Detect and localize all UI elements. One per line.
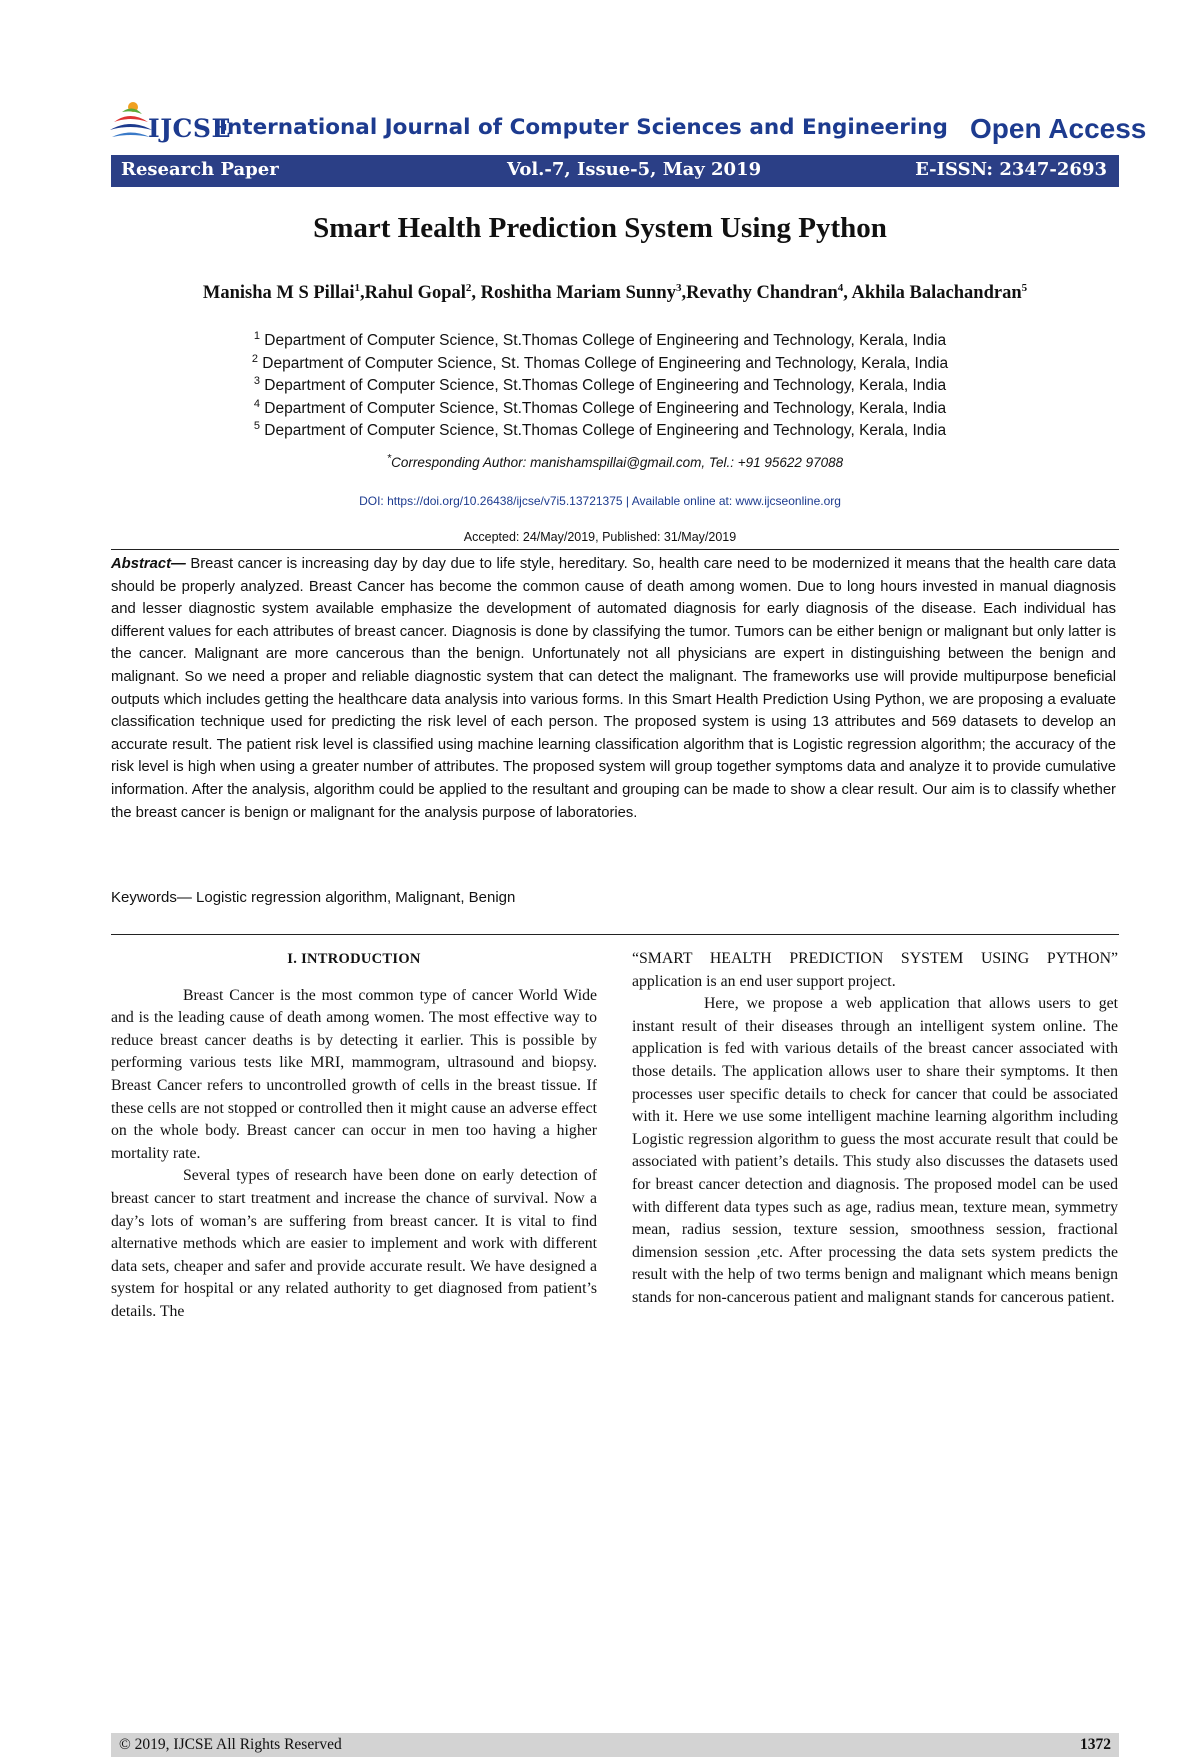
affiliation-number: 2 — [251, 352, 258, 365]
copyright: © 2019, IJCSE All Rights Reserved — [119, 1736, 342, 1753]
left-column — [111, 948, 597, 1324]
author-name: Rahul Gopal — [364, 283, 466, 303]
author-list — [0, 283, 1200, 304]
doi-link[interactable]: DOI: https://doi.org/10.26438/ijcse/v7i5.13721375 | Available online at: www.ijcseonline.org — [359, 494, 841, 508]
paper-type: Research Paper — [121, 159, 279, 180]
author-separator: , — [681, 283, 687, 303]
author-affiliation-number: 4 — [837, 281, 844, 294]
left-paragraphs — [111, 985, 597, 1324]
author-name: Revathy Chandran — [686, 283, 838, 303]
affiliation-text: Department of Computer Science, St. Thomas College of Engineering and Technology, Kerala, India — [262, 354, 949, 372]
author-separator: , — [360, 283, 365, 303]
affiliation-text: Department of Computer Science, St.Thomas College of Engineering and Technology, Kerala, India — [264, 399, 947, 417]
author-name: Akhila Balachandran — [851, 283, 1022, 303]
volume-issue: Vol.-7, Issue-5, May 2019 — [507, 159, 762, 180]
affiliation-number: 4 — [253, 397, 260, 410]
publication-dates: Accepted: 24/May/2019, Published: 31/May/2019 — [463, 530, 737, 544]
corresponding-author: *Corresponding Author: manishamspillai@gmail.com, Tel.: +91 95622 97088 — [386, 452, 844, 470]
affiliation-list — [0, 330, 1200, 443]
abstract-top-divider — [111, 549, 1119, 550]
body-paragraph: Here, we propose a web application that allows users to get instant result of their diseases through an intelligent system online. The application is fed with various details of the breast cancer associated with those details. The application allows user to share their symptoms. It then processes user specific details to check for cancer that could be associated with it. Here we use some intelligent machine learning algorithm including Logistic regression algorithm to guess the most accurate result that could be associated with patient’s details. This study also discusses the datasets used for breast cancer detection and diagnosis. The proposed model can be used with different data types such as age, radius mean, texture mean, symmetry mean, radius session, texture session, smoothness session, fractional dimension session ,etc. After processing the data sets system predicts the result with the help of two terms benign and malignant which means benign stands for non-cancerous patient and malignant stands for cancerous patient. — [632, 995, 1118, 1306]
body-paragraph: Several types of research have been done on early detection of breast cancer to start treatment and increase the chance of survival. Now a day’s lots of woman’s are suffering from breast cancer. It is vital to find alternative methods which are easier to implement and work with different data sets, cheaper and safer and provide accurate result. We have designed a system for hospital or any related authority to get diagnosed from patient’s details. The — [111, 1167, 597, 1320]
abstract-text: Breast cancer is increasing day by day due to life style, hereditary. So, health care need to be modernized it means that the health care data should be properly analyzed. Breast Cancer has become the common cause of death among women. Due to long hours invested in manual diagnosis and lesser diagnostic system available emphasize the development of automated diagnosis for early diagnosis of the disease. Each individual has different values for each attributes of breast cancer. Diagnosis is done by classifying the tumor. Tumors can be either benign or malignant but only latter is the cancer. Malignant are more cancerous than the benign. Unfortunately not all physicians are expert in distinguishing between the benign and malignant. So we need a proper and reliable diagnostic system that can detect the malignant. The frameworks use will provide multipurpose beneficial outputs which includes getting the healthcare data analysis into various forms. In this Smart Health Prediction Using Python, we are proposing a evaluate classification technique used for predicting the risk level of each person. The proposed system is using 13 attributes and 569 datasets to develop an accurate result. The patient risk level is classified using machine learning classification algorithm that is Logistic regression algorithm; the accuracy of the risk level is high when using a greater number of attributes. The proposed system will group together symptoms data and analyze it to provide cumulative information. After the analysis, algorithm could be applied to the resultant and grouping can be made to show a clear result. Our aim is to classify whether the breast cancer is benign or malignant for the analysis purpose of laboratories. — [111, 556, 1116, 821]
page-number: 1372 — [1080, 1736, 1111, 1753]
journal-name: International Journal of Computer Sciences and Engineering — [219, 115, 948, 140]
affiliation-number: 5 — [253, 420, 260, 433]
affiliation-line — [0, 420, 1200, 443]
open-access-label: Open Access — [970, 113, 1147, 144]
affiliation-line — [0, 330, 1200, 353]
right-paragraphs — [632, 948, 1118, 1310]
affiliation-number: 3 — [253, 375, 260, 388]
affiliation-text: Department of Computer Science, St.Thomas College of Engineering and Technology, Kerala, India — [264, 422, 947, 440]
abstract-label: Abstract— — [111, 556, 186, 572]
affiliation-line — [0, 398, 1200, 421]
author-name: Manisha M S Pillai — [202, 283, 355, 303]
author-affiliation-number: 2 — [465, 281, 472, 294]
footer-bar — [111, 1733, 1119, 1757]
keywords: Keywords— Logistic regression algorithm, Malignant, Benign — [111, 889, 516, 906]
header-bar — [111, 155, 1119, 187]
affiliation-number: 1 — [253, 329, 260, 342]
section-heading: I. INTRODUCTION — [287, 951, 421, 967]
issn: E-ISSN: 2347-2693 — [915, 159, 1107, 180]
author-separator: , — [843, 283, 852, 303]
affiliation-line — [0, 375, 1200, 398]
author-affiliation-number: 3 — [675, 281, 682, 294]
body-paragraph: Breast Cancer is the most common type of cancer World Wide and is the leading cause of death among women. The most effective way to reduce breast cancer deaths is by detecting it earlier. This is possible by performing various tests like MRI, mammogram, ultrasound and biopsy. Breast Cancer refers to uncontrolled growth of cells in the breast tissue. If these cells are not stopped or controlled then it might cause an adverse effect on the whole body. Breast cancer can occur in men too having a higher mortality rate. — [111, 986, 597, 1162]
body-top-divider — [111, 934, 1119, 935]
affiliation-line — [0, 353, 1200, 376]
author-affiliation-number: 5 — [1021, 281, 1028, 294]
right-column — [632, 948, 1118, 1310]
body-paragraph: “SMART HEALTH PREDICTION SYSTEM USING PYTHON” application is an end user support project. — [632, 950, 1118, 990]
author-affiliation-number: 1 — [354, 281, 360, 294]
author-name: Roshitha Mariam Sunny — [480, 283, 676, 303]
author-separator: , — [471, 283, 481, 303]
affiliation-text: Department of Computer Science, St.Thomas College of Engineering and Technology, Kerala, India — [264, 377, 947, 395]
affiliation-text: Department of Computer Science, St.Thomas College of Engineering and Technology, Kerala, India — [264, 332, 947, 349]
abstract — [111, 553, 1116, 824]
logo-text: IJCSE — [148, 114, 232, 143]
paper-title: Smart Health Prediction System Using Python — [313, 212, 887, 244]
